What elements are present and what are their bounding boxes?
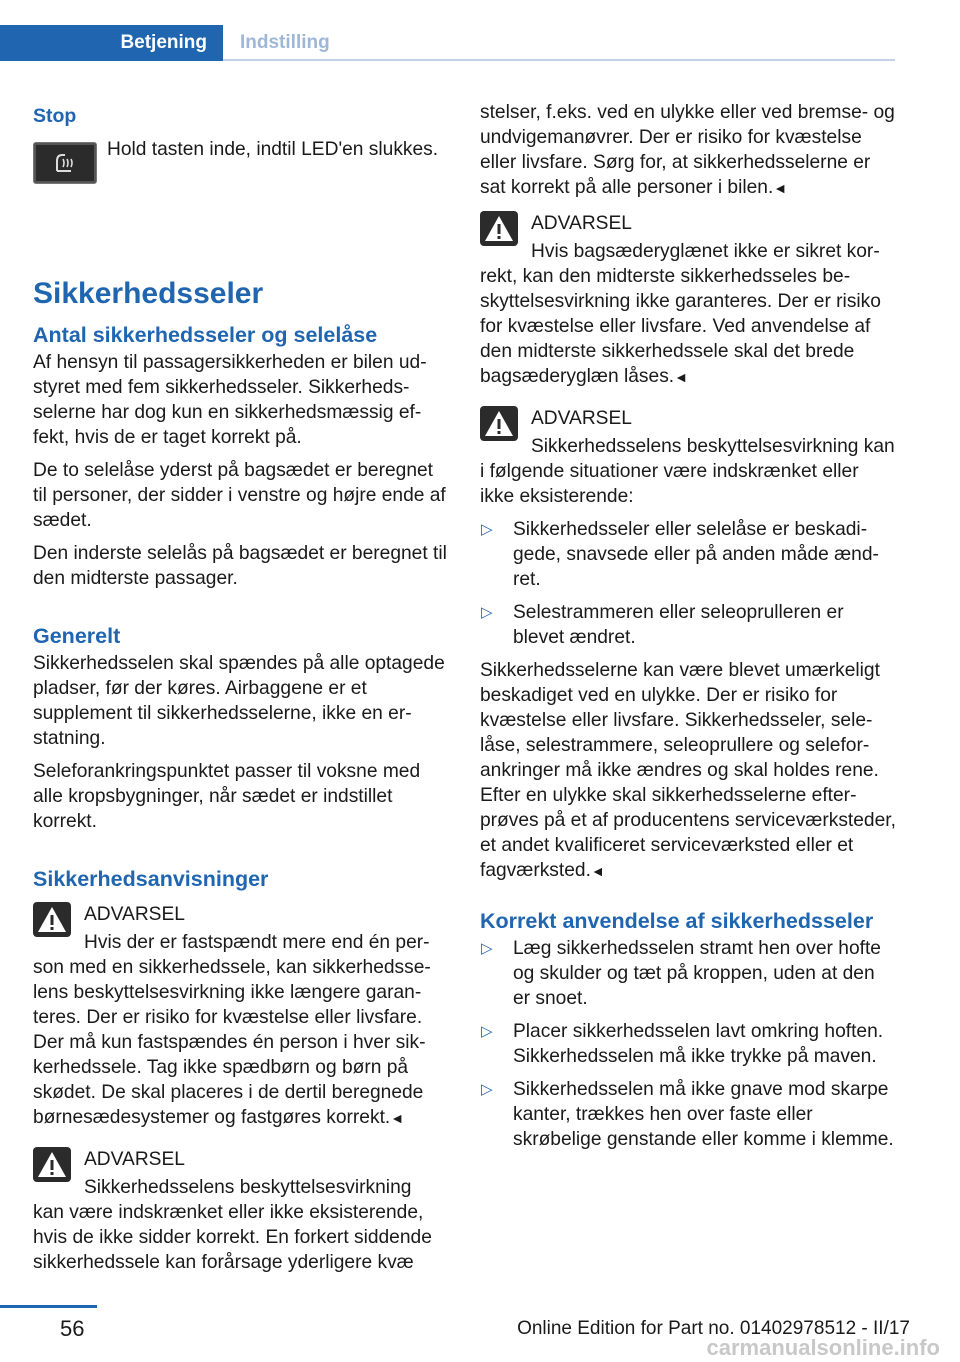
section-title-selelaase: Antal sikkerhedsseler og selelåse xyxy=(33,323,378,347)
end-mark: ◄ xyxy=(674,369,688,385)
warning-text: Hvis bagsæderyglænet ikke er sikret korrekt, kan den midterste sikkerhedsseles beskyttelsesvirkning ikke garanteres. Der er risiko for kvæstelse eller livsfare. Ved anvendelse af den midterste sikkerhedssele skal det brede bagsæderyglæn låses.◄ xyxy=(480,241,881,387)
section-title-generelt: Generelt xyxy=(33,624,121,648)
end-mark: ◄ xyxy=(773,180,788,196)
list-item: ▷ Sikkerhedsselen må ikke gnave mod skarpe kanter, trækkes hen over faste eller skrøbelige genstande eller komme i klemme. xyxy=(481,1079,894,1150)
bullet-icon: ▷ xyxy=(481,604,493,621)
tab-betjening[interactable]: Betjening xyxy=(0,25,223,61)
warning-list xyxy=(480,517,896,650)
header-divider xyxy=(223,59,895,61)
footer-divider xyxy=(0,1305,97,1308)
warning-title: ADVARSEL xyxy=(84,904,185,925)
bullet-icon: ▷ xyxy=(481,940,493,957)
end-mark: ◄ xyxy=(590,863,605,879)
edition-text: Online Edition for Part no. 01402978512 - II/17 xyxy=(517,1318,910,1339)
warning-title: ADVARSEL xyxy=(531,408,632,429)
bullet-icon: ▷ xyxy=(481,1081,493,1098)
bullet-icon: ▷ xyxy=(481,521,493,538)
list-item: ▷ Placer sikkerhedsselen lavt omkring hoften. Sikkerhedsselen må ikke trykke på maven. xyxy=(481,1021,884,1067)
paragraph: De to selelåse yderst på bagsædet er beregnet til personer, der sidder i venstre og højre ende af sædet. xyxy=(33,460,446,531)
end-mark: ◄ xyxy=(390,1110,405,1126)
warning-title: ADVARSEL xyxy=(531,213,632,234)
tab-indstilling[interactable]: Indstilling xyxy=(240,32,330,53)
warning-triangle-icon xyxy=(33,902,71,937)
paragraph: Seleforankringspunktet passer til voksne med alle kropsbygninger, når sædet er indstillet korrekt. xyxy=(33,761,421,832)
watermark: carmanualsonline.info xyxy=(706,1335,940,1360)
paragraph: Den inderste selelås på bagsædet er beregnet til den midterste passager. xyxy=(33,543,447,589)
page-title: Sikkerhedsseler xyxy=(33,277,264,310)
paragraph: Af hensyn til passagersikkerheden er bilen udstyret med fem sikkerhedsseler. Sikkerhedsselerne har dog kun en sikkerhedsmæssig effekt, hvis de er taget korrekt på. xyxy=(33,352,427,448)
paragraph: stelser, f.eks. ved en ulykke eller ved bremse- og undvigemanøvrer. Der er risiko for kvæstelse eller livsfare. Sørg for, at sikkerhedsselerne er sat korrekt på alle personer i bilen.◄ xyxy=(480,102,895,198)
section-title-sikkerhedsanvisninger: Sikkerhedsanvisninger xyxy=(33,867,269,891)
warning-triangle-icon xyxy=(480,406,518,441)
paragraph: Sikkerhedsselen skal spændes på alle optagede pladser, før der køres. Airbaggene er et supplement til sikkerhedsselerne, ikke en erstatning. xyxy=(33,653,445,749)
paragraph: Sikkerhedsselerne kan være blevet umærkeligt beskadiget ved en ulykke. Der er risiko for kvæstelse eller livsfare. Sikkerhedsseler, selelåse, selestrammere, seleoprullere og seleforankringer må ikke ændres og skal holdes rene. Efter en ulykke skal sikkerhedsselerne efterprøves på et af producentens serviceværksteder, et andet kvalificeret serviceværksted eller et fagværksted.◄ xyxy=(480,660,896,881)
seat-heating-key-icon xyxy=(33,142,97,184)
stop-row xyxy=(33,132,447,242)
warning-text: Sikkerhedsselens beskyttelsesvirkning kan være indskrænket eller ikke eksisterende, hvis de ikke sidder korrekt. En forkert siddende sikkerhedssele kan forårsage yderligere kvæ xyxy=(33,1177,432,1273)
header-bar xyxy=(0,25,895,61)
stop-label: Stop xyxy=(33,105,77,127)
warning-block xyxy=(33,1145,447,1275)
bullet-icon: ▷ xyxy=(481,1023,493,1040)
right-column xyxy=(480,100,896,1160)
left-column xyxy=(33,100,447,1289)
warning-block xyxy=(480,209,896,390)
section-title-korrekt-anvendelse: Korrekt anvendelse af sikkerhedsseler xyxy=(480,909,874,933)
warning-title: ADVARSEL xyxy=(84,1149,185,1170)
usage-list xyxy=(480,936,896,1152)
warning-block xyxy=(33,900,447,1131)
page-number: 56 xyxy=(60,1316,85,1341)
warning-text: Hvis der er fastspændt mere end én person med en sikkerhedssele, kan sikkerhedsselens beskyttelsesvirkning ikke længere garanteres. Der er risiko for kvæstelse eller livsfare. Der må kun fastspændes én person i hver sikkerhedssele. Tag ikke spædbørn og børn på skødet. De skal placeres i de dertil beregnede børnesædesystemer og fastgøres korrekt.◄ xyxy=(33,932,431,1128)
list-item: ▷ Læg sikkerhedsselen stramt hen over hofte og skulder og tæt på kroppen, uden at den er snoet. xyxy=(481,938,881,1009)
warning-triangle-icon xyxy=(480,211,518,246)
stop-text: Hold tasten inde, indtil LED'en slukkes. xyxy=(107,139,439,160)
list-item: ▷ Sikkerhedsseler eller selelåse er beskadigede, snavsede eller på anden måde ændret. xyxy=(481,519,879,590)
warning-block xyxy=(480,404,896,884)
warning-text: Sikkerhedsselens beskyttelsesvirkning kan i følgende situationer være indskrænket eller ikke eksisterende: xyxy=(480,436,895,507)
warning-triangle-icon xyxy=(33,1147,71,1182)
list-item: ▷ Selestrammeren eller seleoprulleren er blevet ændret. xyxy=(481,602,844,648)
